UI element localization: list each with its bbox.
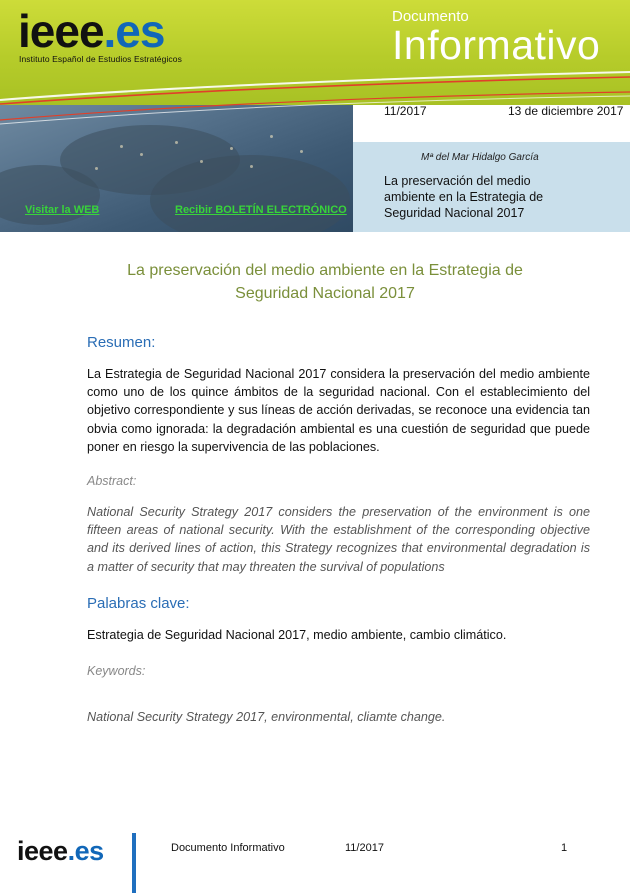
bulletin-link[interactable]: Recibir BOLETÍN ELECTRÓNICO: [175, 204, 347, 216]
resumen-text: La Estrategia de Seguridad Nacional 2017 considera la preservación del medio ambiente como uno de los quince ámbitos de la seguridad nacional. Con el establecimiento del objetivo correspondiente y sus líneas de acción derivadas, se reconoce una evidencia tan obvia como ignorada: la degradación ambiental es una cuestión de seguridad que puede poner en riesgo la supervivencia de las poblaciones.: [87, 367, 590, 454]
palabras-clave-text: Estrategia de Seguridad Nacional 2017, medio ambiente, cambio climático.: [87, 628, 507, 642]
author-name: Mª del Mar Hidalgo García: [421, 152, 539, 163]
header-banner: [0, 0, 630, 232]
doc-date: 13 de diciembre 2017: [508, 104, 624, 118]
page-number: 1: [561, 842, 568, 854]
visit-web-link[interactable]: Visitar la WEB: [25, 204, 100, 216]
doc-number: 11/2017: [384, 104, 427, 118]
footer-logo: ieee.es: [17, 836, 104, 866]
footer-doc-type: Documento Informativo: [171, 842, 285, 854]
logo-subtitle: Instituto Español de Estudios Estratégicos: [19, 54, 182, 64]
header-short-title: La preservación del medio ambiente en la Estrategia de Seguridad Nacional 2017: [384, 174, 544, 220]
ieee-logo: ieee.es: [18, 5, 165, 57]
doc-type-small: Documento: [392, 8, 469, 25]
doc-type-big: Informativo: [392, 22, 601, 68]
document-title: La preservación del medio ambiente en la Estrategia de Seguridad Nacional 2017: [127, 262, 523, 302]
abstract-text: National Security Strategy 2017 considers the preservation of the environment is one fifteen areas of national security. With the establishment of the corresponding objective and its derived lines of action, this Strategy recognizes that environmental degradation is a matter of security that may threaten the survival of populations: [87, 505, 590, 574]
keywords-text: National Security Strategy 2017, environmental, cliamte change.: [87, 710, 446, 724]
abstract-heading: Abstract:: [87, 474, 137, 488]
footer-doc-number: 11/2017: [345, 842, 384, 854]
keywords-heading: Keywords:: [87, 664, 146, 678]
palabras-clave-heading: Palabras clave:: [87, 595, 190, 612]
footer-divider: [132, 833, 136, 893]
resumen-heading: Resumen:: [87, 334, 156, 351]
